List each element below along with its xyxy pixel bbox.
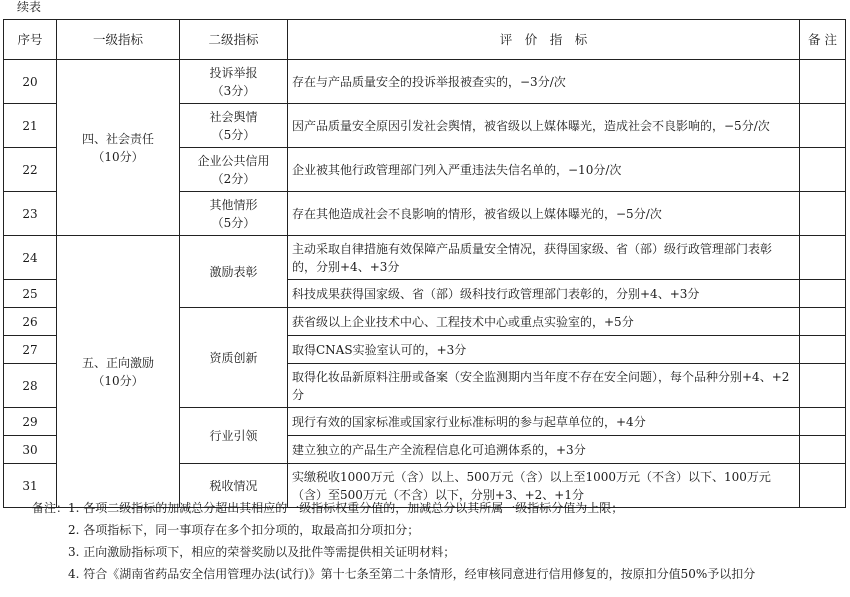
evaluation-text: 企业被其他行政管理部门列入严重违法失信名单的，−10分/次 — [288, 148, 800, 192]
row-number: 22 — [4, 148, 57, 192]
remark-cell — [800, 236, 846, 280]
table-caption: 续表 — [17, 0, 42, 14]
level2-score: （5分） — [211, 215, 256, 230]
level2-name: 企业公共信用 — [197, 153, 270, 168]
remark-cell — [800, 364, 846, 408]
header-seq: 序号 — [4, 20, 57, 60]
level2-opinion — [180, 104, 288, 148]
remark-cell — [800, 436, 846, 464]
header-row — [4, 20, 846, 60]
row-number: 29 — [4, 408, 57, 436]
footnotes — [32, 497, 847, 585]
header-evaluation: 评 价 指 标 — [288, 20, 800, 60]
footnote-2: 2. 各项指标下，同一事项存在多个扣分项的，取最高扣分项扣分； — [68, 523, 420, 537]
level2-score: （5分） — [211, 127, 256, 142]
remark-cell — [800, 408, 846, 436]
row-number: 28 — [4, 364, 57, 408]
row-number: 21 — [4, 104, 57, 148]
evaluation-text: 现行有效的国家标准或国家行业标准标明的参与起草单位的，+4分 — [288, 408, 800, 436]
evaluation-text: 科技成果获得国家级、省（部）级科技行政管理部门表彰的，分别+4、+3分 — [288, 280, 800, 308]
evaluation-text: 实缴税收1000万元（含）以上、500万元（含）以上至1000万元（不含）以下、100万元（含）至500万元（不含）以下，分别+3、+2、+1分 — [288, 464, 800, 508]
table-row — [4, 236, 846, 280]
evaluation-text: 取得CNAS实验室认可的，+3分 — [288, 336, 800, 364]
evaluation-text: 建立独立的产品生产全流程信息化可追溯体系的，+3分 — [288, 436, 800, 464]
row-number: 27 — [4, 336, 57, 364]
level2-reward: 激励表彰 — [180, 236, 288, 308]
table-row — [4, 60, 846, 104]
level2-qualification: 资质创新 — [180, 308, 288, 408]
evaluation-text: 存在与产品质量安全的投诉举报被查实的，−3分/次 — [288, 60, 800, 104]
row-number: 30 — [4, 436, 57, 464]
remark-cell — [800, 192, 846, 236]
header-level2: 二级指标 — [180, 20, 288, 60]
level2-name: 社会舆情 — [209, 109, 258, 124]
row-number: 26 — [4, 308, 57, 336]
level2-score: （2分） — [211, 171, 256, 186]
evaluation-text: 因产品质量安全原因引发社会舆情，被省级以上媒体曝光，造成社会不良影响的，−5分/次 — [288, 104, 800, 148]
remark-cell — [800, 308, 846, 336]
level2-public-credit — [180, 148, 288, 192]
remark-cell — [800, 60, 846, 104]
row-number: 25 — [4, 280, 57, 308]
row-number: 31 — [4, 464, 57, 508]
header-remark: 备 注 — [800, 20, 846, 60]
level1-score: （10分） — [92, 149, 144, 164]
footnote-4: 4. 符合《湖南省药品安全信用管理办法(试行)》第十七条至第二十条情形，经审核同意进行信用修复的，按原扣分值50%予以扣分 — [68, 567, 756, 581]
row-number: 23 — [4, 192, 57, 236]
level2-name: 其他情形 — [209, 197, 258, 212]
header-level1: 一级指标 — [57, 20, 180, 60]
row-number: 24 — [4, 236, 57, 280]
remark-cell — [800, 148, 846, 192]
level1-name: 五、正向激励 — [81, 355, 154, 370]
level2-name: 投诉举报 — [209, 65, 258, 80]
remark-cell — [800, 280, 846, 308]
level2-other — [180, 192, 288, 236]
evaluation-text: 主动采取自律措施有效保障产品质量安全情况，获得国家级、省（部）级行政管理部门表彰的，分别+4、+3分 — [288, 236, 800, 280]
level2-tax: 税收情况 — [180, 464, 288, 508]
evaluation-text: 获省级以上企业技术中心、工程技术中心或重点实验室的，+5分 — [288, 308, 800, 336]
remark-cell — [800, 336, 846, 364]
evaluation-table — [3, 19, 846, 508]
level1-social-responsibility — [57, 60, 180, 236]
level1-positive-incentive — [57, 236, 180, 508]
remark-cell — [800, 104, 846, 148]
level2-leading: 行业引领 — [180, 408, 288, 464]
level2-score: （3分） — [211, 83, 256, 98]
footnote-3: 3. 正向激励指标项下，相应的荣誉奖励以及批件等需提供相关证明材料； — [68, 545, 456, 559]
level2-complaint — [180, 60, 288, 104]
row-number: 20 — [4, 60, 57, 104]
footnote-1: 备注：1. 各项二级指标的加减总分超出其相应的一级指标权重分值的，加减总分以其所属一级指标分值为上限； — [32, 501, 624, 515]
evaluation-text: 存在其他造成社会不良影响的情形，被省级以上媒体曝光的，−5分/次 — [288, 192, 800, 236]
level1-score: （10分） — [92, 373, 144, 388]
level1-name: 四、社会责任 — [81, 131, 154, 146]
evaluation-text: 取得化妆品新原料注册或备案（安全监测期内当年度不存在安全问题），每个品种分别+4、+2分 — [288, 364, 800, 408]
